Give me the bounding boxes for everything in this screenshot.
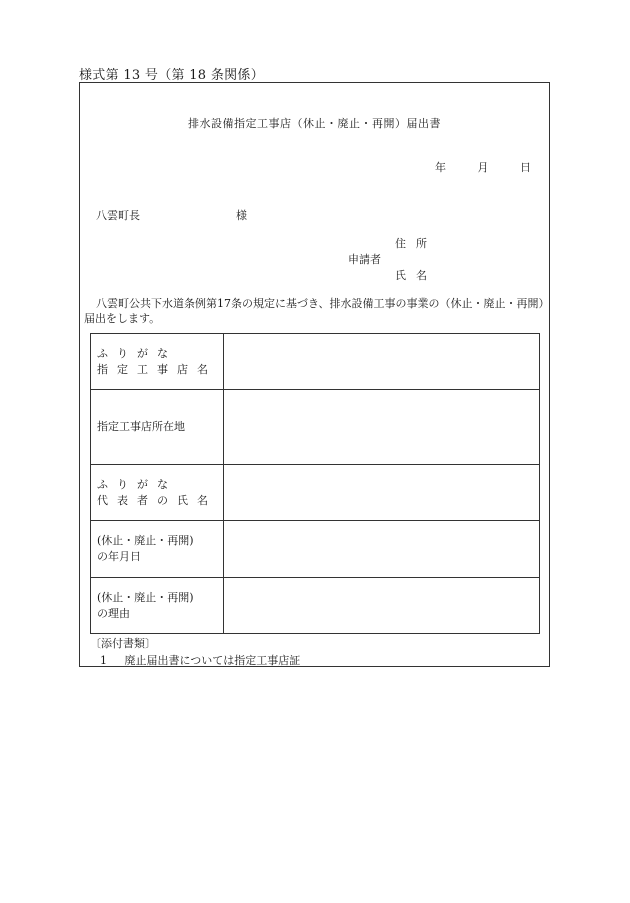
row-label-line2: 指定工事店名 — [97, 362, 217, 376]
row-value-field[interactable] — [224, 334, 540, 390]
body-text: 八雲町公共下水道条例第17条の規定に基づき、排水設備工事の事業の（休止・廃止・再開）届出をします。 — [84, 297, 545, 325]
table-row — [91, 334, 540, 390]
row-value-field[interactable] — [224, 390, 540, 465]
row-label-line2: の年月日 — [97, 550, 141, 563]
form-frame — [79, 82, 550, 667]
attachments-heading: 〔添付書類〕 — [90, 637, 156, 650]
row-label-line1: 指定工事店所在地 — [97, 420, 185, 433]
addressee-name: 八雲町長 — [96, 209, 140, 222]
date-year: 年 — [435, 161, 446, 174]
row-label — [91, 334, 224, 390]
addressee-honorific: 様 — [236, 209, 247, 222]
row-label — [91, 390, 224, 465]
date-month: 月 — [477, 161, 489, 174]
row-value-field[interactable] — [224, 521, 540, 578]
row-label — [91, 521, 224, 578]
table-row — [91, 390, 540, 465]
row-label-line1: ふりがな — [97, 346, 177, 360]
addressee — [96, 207, 247, 223]
row-value-field[interactable] — [224, 578, 540, 634]
row-label — [91, 465, 224, 521]
attachment-number: 1 — [100, 654, 107, 667]
table-row — [91, 521, 540, 578]
applicant-label: 申請者 — [348, 253, 381, 266]
row-value-field[interactable] — [224, 465, 540, 521]
date-line — [407, 159, 531, 175]
table-row — [91, 465, 540, 521]
applicant-name-label: 氏名 — [395, 269, 437, 282]
row-label — [91, 578, 224, 634]
applicant-address-label: 住所 — [395, 237, 437, 250]
row-label-line1: (休止・廃止・再開) — [97, 590, 194, 604]
row-label-line1: (休止・廃止・再開) — [97, 534, 194, 547]
info-table — [90, 333, 540, 634]
attachment-text: 廃止届出書については指定工事店証 — [124, 654, 301, 667]
table-row — [91, 578, 540, 634]
form-title: 排水設備指定工事店（休止・廃止・再開）届出書 — [188, 117, 441, 130]
date-day: 日 — [520, 161, 531, 174]
row-label-line1: ふりがな — [97, 477, 177, 491]
row-label-line2: の理由 — [97, 606, 130, 620]
attachment-item — [100, 652, 300, 668]
row-label-line2: 代表者の氏名 — [97, 493, 217, 507]
form-number: 様式第 13 号（第 18 条関係） — [79, 68, 265, 83]
